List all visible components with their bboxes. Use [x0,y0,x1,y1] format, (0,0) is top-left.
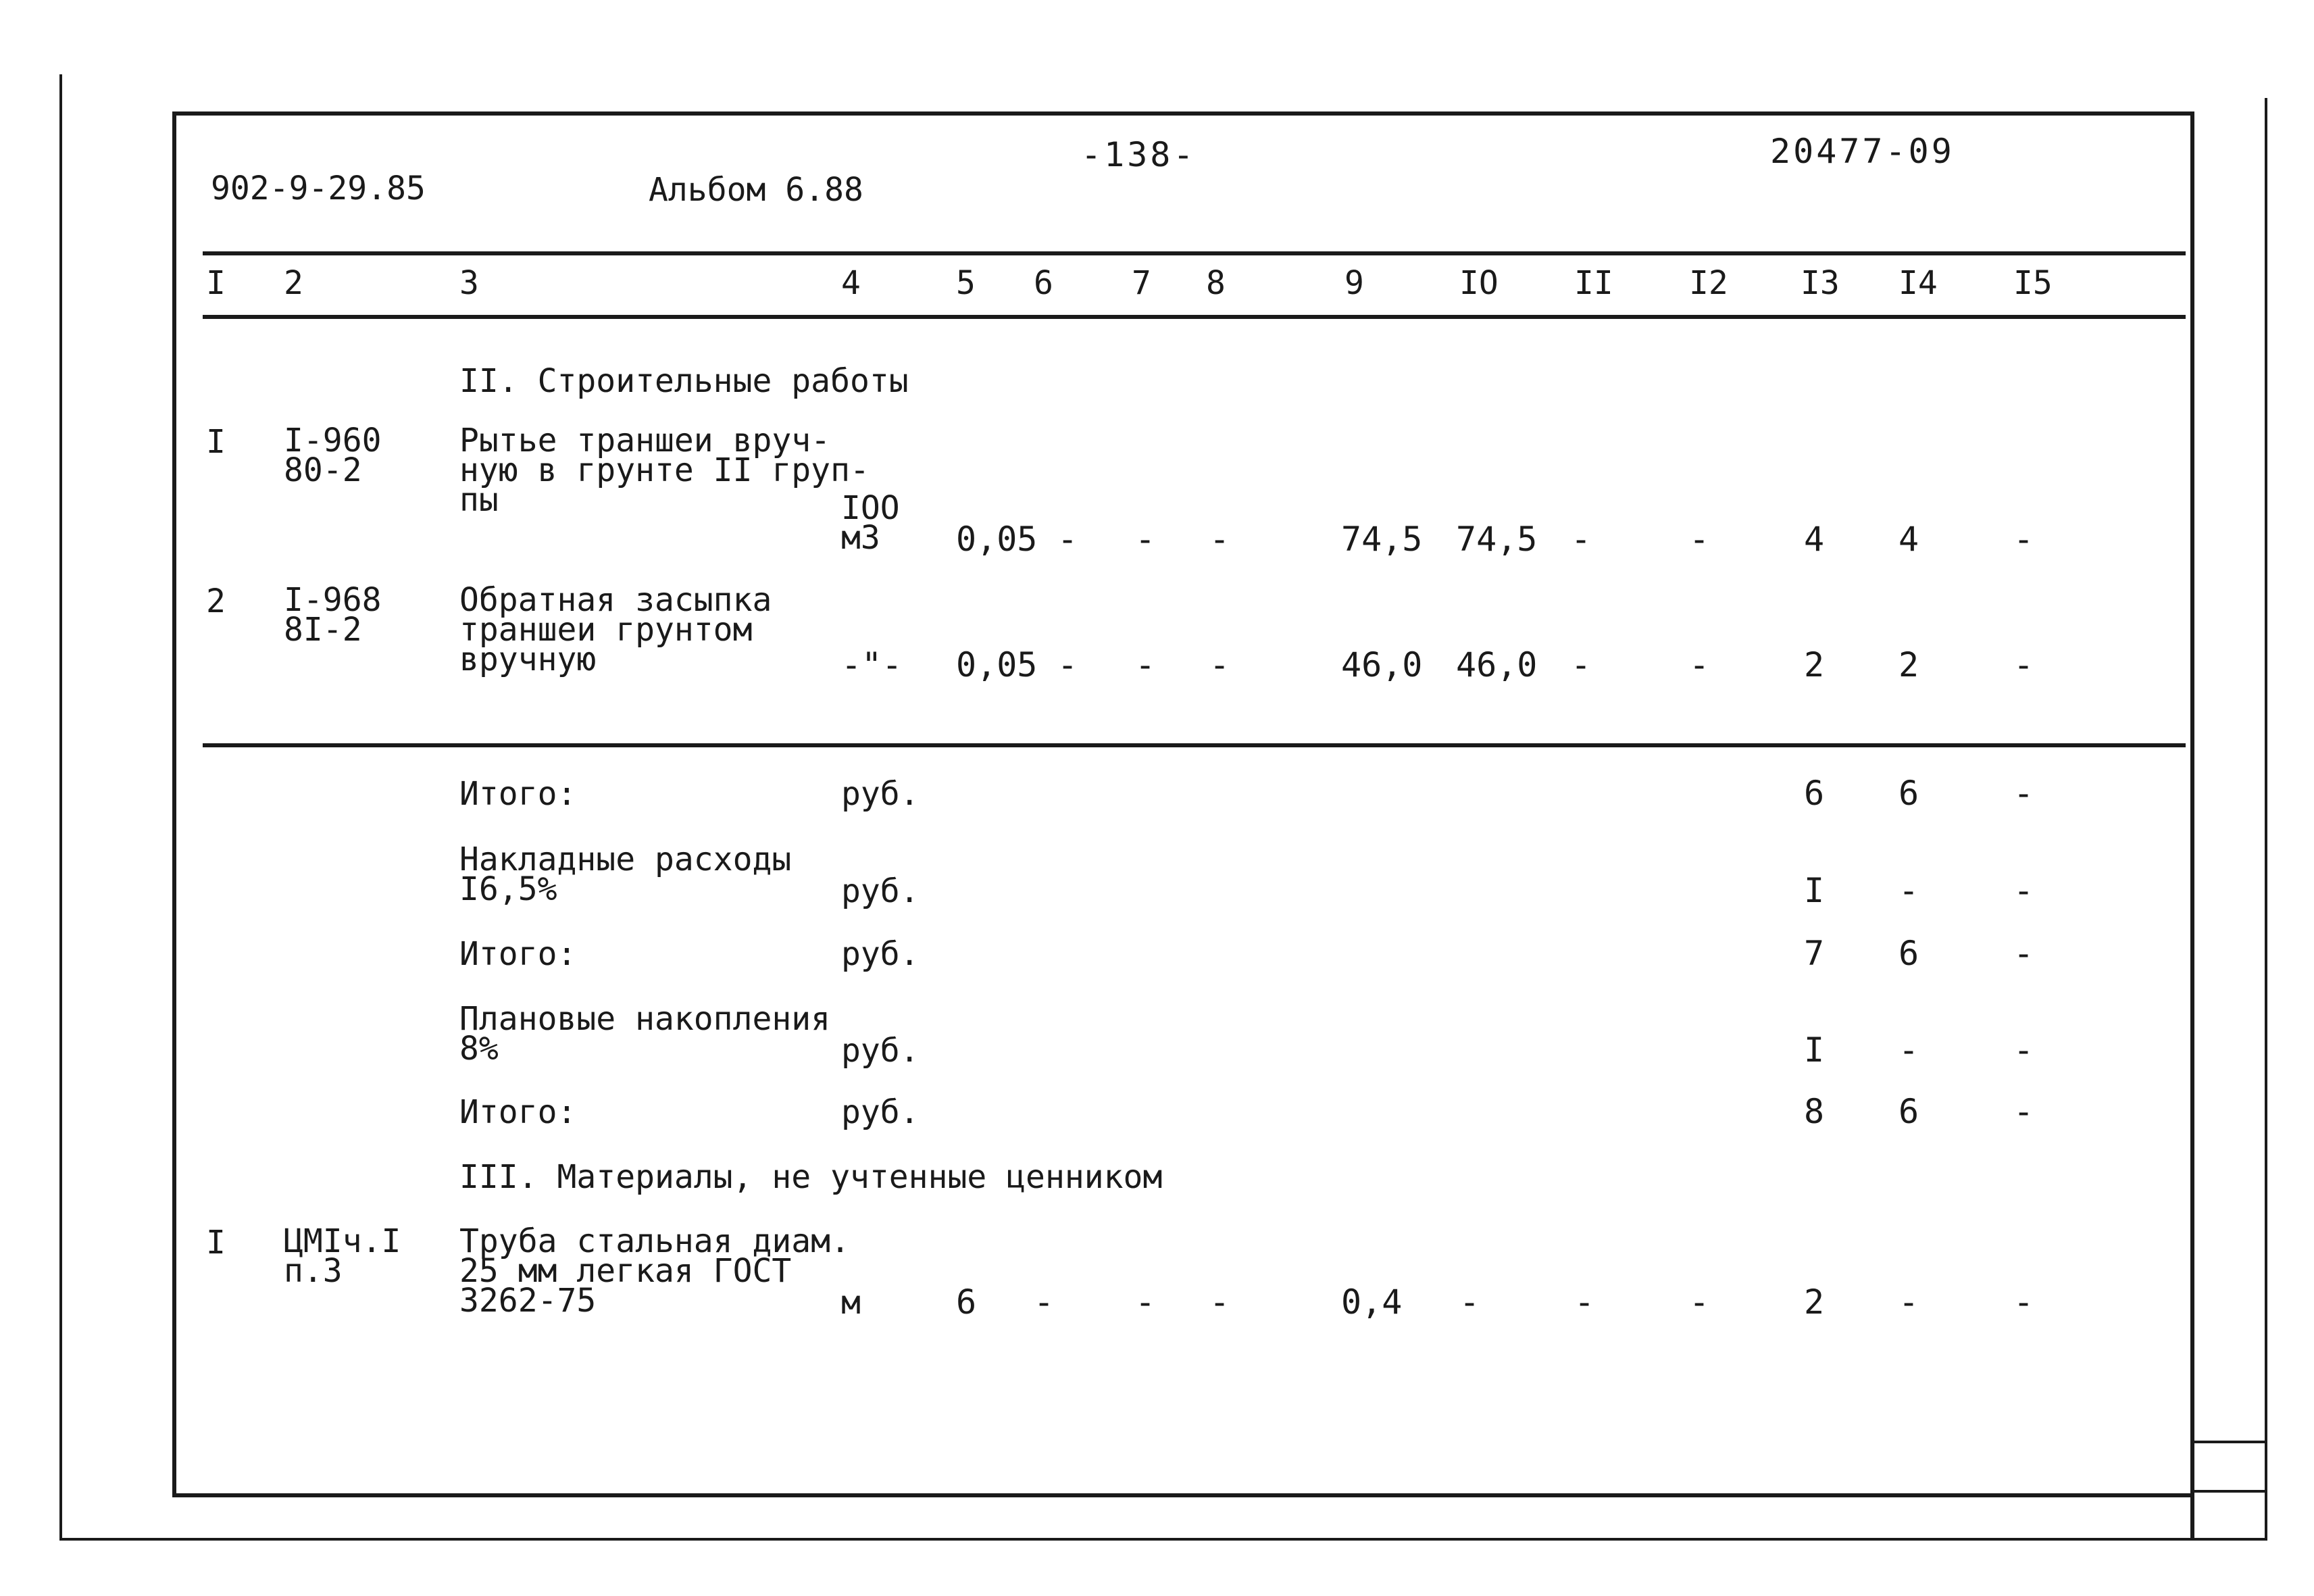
work-description: Обратная засыпка [459,581,772,619]
frame-left [172,111,176,1497]
cell: - [2013,934,2034,973]
total-label: Итого: [459,1093,577,1131]
material-description: Труба стальная диам. [459,1222,850,1260]
total-label: I6,5% [459,870,557,908]
col-9: 9 [1344,264,1364,302]
cell: - [1209,520,1230,559]
cell: - [1898,1030,1919,1070]
work-description: ную в грунте II груп- [459,451,870,489]
cell: - [2013,1282,2034,1322]
unit: IOO [841,489,900,527]
rate-code: 80-2 [284,451,362,489]
total-unit: руб. [841,1093,920,1131]
total-label: Итого: [459,935,577,973]
cell: - [2013,520,2034,559]
rate-code: 8I-2 [284,611,362,649]
document-code: 902-9-29.85 [211,170,426,207]
row-number: I [206,423,226,461]
work-description: пы [459,481,499,519]
total-unit: руб. [841,1032,920,1070]
cell: 0,05 [956,645,1038,684]
album-label: Альбом 6.88 [649,171,863,209]
cell: - [1034,1282,1055,1322]
unit: -"- [841,645,903,684]
material-description: 3262-75 [459,1282,597,1320]
rate-code: п.3 [284,1252,343,1290]
cell: I [1804,871,1825,910]
unit: м [841,1284,861,1322]
total-label: Плановые накопления [459,1000,831,1038]
frame-bottom [172,1493,2194,1497]
row-number: I [206,1224,226,1262]
total-unit: руб. [841,872,920,910]
cell: 6 [956,1282,977,1322]
cell: - [1898,871,1919,910]
cell: - [1898,1282,1919,1322]
total-unit: руб. [841,775,920,813]
cell: - [1689,1282,1710,1322]
col-1: I [206,264,226,302]
cell: - [1057,520,1078,559]
work-description: траншеи грунтом [459,611,753,649]
total-label: Итого: [459,775,577,813]
total-unit: руб. [841,935,920,973]
unit: м3 [841,519,880,557]
row-number: 2 [206,582,226,620]
col-2: 2 [284,264,303,302]
cell: 4 [1898,520,1919,559]
cell: - [1459,1282,1480,1322]
cell: - [1689,645,1710,684]
cell: 0,4 [1341,1282,1403,1322]
col-7: 7 [1132,264,1151,302]
page-number: -138- [1081,135,1197,174]
rate-code: I-960 [284,422,382,459]
cell: - [2013,645,2034,684]
cell: 6 [1898,1092,1919,1131]
col-13: I3 [1801,264,1840,302]
col-15: I5 [2013,264,2053,302]
cell: 74,5 [1341,520,1423,559]
stamp-top [2190,1441,2267,1443]
work-description: вручную [459,641,597,678]
bottom-margin-line [59,1538,2267,1541]
cell: - [1135,1282,1156,1322]
col-12: I2 [1689,264,1728,302]
total-label: 8% [459,1030,499,1068]
cell: 8 [1804,1092,1825,1131]
col-10: IO [1459,264,1499,302]
cell: 46,0 [1341,645,1423,684]
cell: I [1804,1030,1825,1070]
cell: - [1571,645,1592,684]
cell: - [2013,1092,2034,1131]
cell: 4 [1804,520,1825,559]
col-14: I4 [1898,264,1938,302]
cell: - [1571,520,1592,559]
cell: - [1209,1282,1230,1322]
cell: - [2013,871,2034,910]
cell: 6 [1804,774,1825,813]
rate-code: ЦМIч.I [284,1222,401,1260]
inventory-number: 20477-09 [1770,132,1955,171]
material-description: 25 мм легкая ГОСТ [459,1252,792,1290]
rate-code: I-968 [284,581,382,619]
frame-right [2190,111,2194,1541]
header-rule-bottom [203,315,2186,319]
cell: 2 [1804,1282,1825,1322]
col-4: 4 [841,264,861,302]
cell: - [1057,645,1078,684]
stamp-mid [2190,1490,2267,1493]
total-label: Накладные расходы [459,841,792,878]
cell: - [1135,520,1156,559]
cell: - [2013,1030,2034,1070]
cell: - [1135,645,1156,684]
cell: 2 [1804,645,1825,684]
work-description: Рытье траншеи вруч- [459,422,831,459]
cell: 6 [1898,934,1919,973]
cell: 2 [1898,645,1919,684]
cell: - [2013,774,2034,813]
left-margin-line [59,74,62,1541]
section-title: II. Строительные работы [459,362,909,400]
col-5: 5 [956,264,976,302]
col-8: 8 [1206,264,1226,302]
col-6: 6 [1034,264,1053,302]
cell: 6 [1898,774,1919,813]
cell: 7 [1804,934,1825,973]
cell: - [1689,520,1710,559]
cell: 0,05 [956,520,1038,559]
frame-top [172,111,2194,116]
header-rule-top [203,251,2186,255]
cell: - [1209,645,1230,684]
cell: 46,0 [1456,645,1538,684]
right-margin-line [2265,98,2267,1541]
section-title: III. Материалы, не учтенные ценником [459,1158,1163,1196]
cell: 74,5 [1456,520,1538,559]
col-3: 3 [459,264,479,302]
totals-separator [203,743,2186,747]
cell: - [1574,1282,1595,1322]
col-11: II [1574,264,1613,302]
